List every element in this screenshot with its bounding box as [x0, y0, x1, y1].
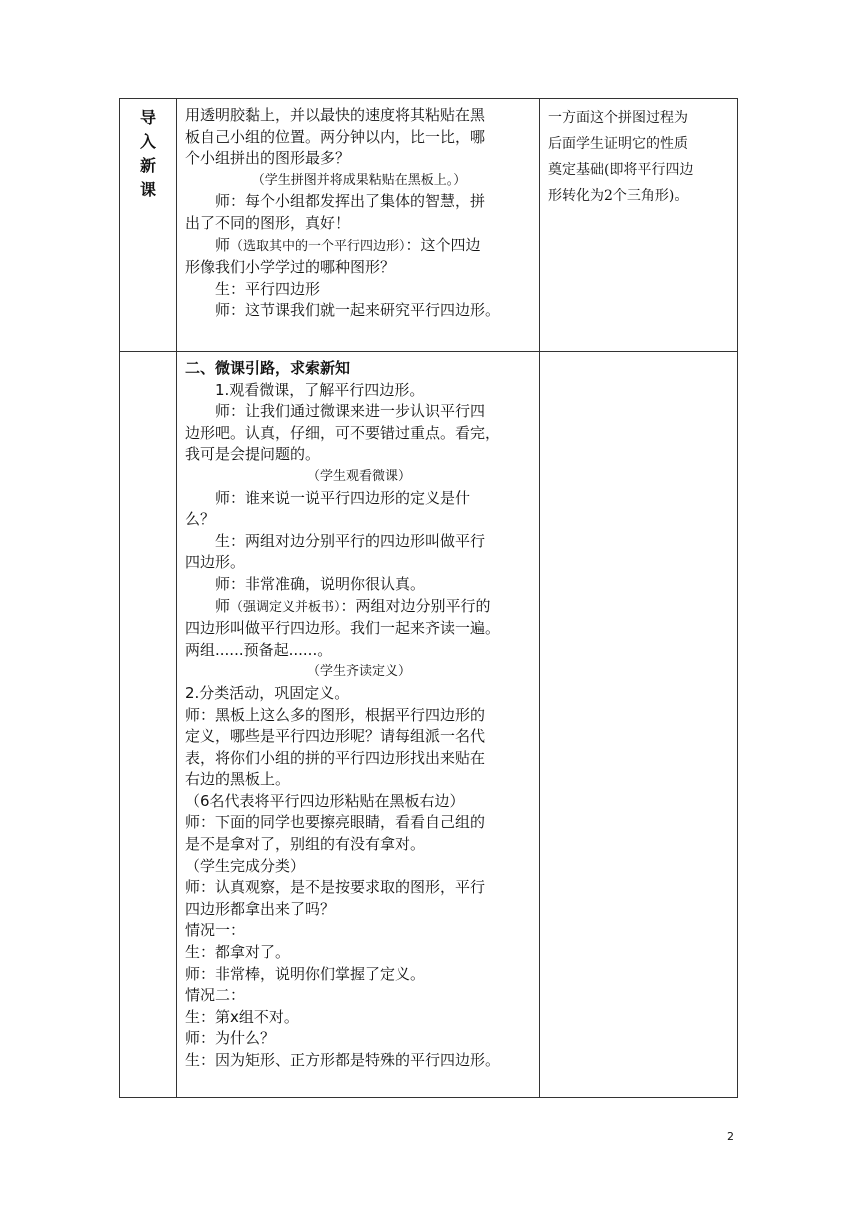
text-line: 四边形都拿出来了吗？	[185, 899, 336, 918]
note-line: 奠定基础(即将平行四边	[548, 162, 694, 178]
note-line: 后面学生证明它的性质	[548, 136, 688, 152]
text-line: 师：非常棒，说明你们掌握了定义。	[185, 964, 426, 983]
label-char: 导	[139, 108, 156, 127]
text-line: 么？	[185, 510, 216, 529]
text-line: 师：下面的同学也要擦亮眼睛，看看自己组的	[185, 813, 486, 832]
content-cell-intro	[177, 99, 540, 352]
speech: ：这个四边	[405, 235, 481, 254]
note-cell-empty	[540, 352, 738, 1098]
text-line: 板自己小组的位置。两分钟以内，比一比，哪	[185, 127, 486, 146]
text-line: 边形吧。认真，仔细，可不要错过重点。看完，	[185, 423, 501, 442]
text-line: 生：都拿对了。	[185, 943, 291, 962]
page-number: 2	[727, 1130, 734, 1143]
text-line-mixed	[185, 596, 533, 619]
text-line: 四边形。	[185, 553, 246, 572]
text-line: 生：两组对边分别平行的四边形叫做平行	[215, 531, 486, 550]
label-cell-empty	[120, 352, 177, 1098]
text-line: 1.观看微课，了解平行四边形。	[215, 380, 425, 399]
stage-note: （选取其中的一个平行四边形）	[230, 238, 406, 254]
text-line: 师：为什么？	[185, 1029, 276, 1048]
lesson-plan-table	[119, 98, 738, 1098]
text-line: 右边的黑板上。	[185, 770, 291, 789]
speaker: 师	[215, 596, 231, 615]
label-cell-intro	[120, 99, 177, 352]
text-line: 我可是会提问题的。	[185, 445, 321, 464]
text-line: 是不是拿对了，别组的有没有拿对。	[185, 835, 426, 854]
text-line: 两组......预备起......。	[185, 640, 333, 659]
row-intro	[120, 99, 738, 352]
text-line: 师：这节课我们就一起来研究平行四边形。	[215, 301, 501, 320]
text-line: 师：黑板上这么多的图形，根据平行四边形的	[185, 705, 486, 724]
text-line: 四边形叫做平行四边形。我们一起来齐读一遍。	[185, 619, 501, 638]
text-line: （学生完成分类）	[185, 856, 306, 875]
section-heading: 二、微课引路，求索新知	[185, 359, 351, 377]
label-char: 入	[139, 132, 156, 151]
text-line: 情况二：	[185, 986, 246, 1005]
label-char: 课	[139, 180, 156, 199]
stage-direction: （学生齐读定义）	[306, 664, 411, 680]
note-line: 形转化为2个三角形)。	[548, 188, 689, 204]
text-line: 定义，哪些是平行四边形呢？请每组派一名代	[185, 727, 486, 746]
text-line-mixed	[185, 235, 533, 258]
text-line: 2.分类活动，巩固定义。	[185, 683, 350, 702]
note-line: 一方面这个拼图过程为	[548, 110, 688, 126]
stage-direction: （学生拼图并将成果粘贴在黑板上。）	[251, 172, 467, 188]
text-line: 师：每个小组都发挥出了集体的智慧，拼	[215, 192, 486, 211]
text-line: 生：因为矩形、正方形都是特殊的平行四边形。	[185, 1051, 501, 1069]
text-line: 生：第x组不对。	[185, 1007, 299, 1026]
text-line: 生：平行四边形	[215, 279, 321, 298]
stage-direction: （学生观看微课）	[306, 468, 411, 484]
label-char: 新	[139, 156, 156, 175]
note-cell-intro	[540, 99, 738, 352]
text-line: 表，将你们小组的拼的平行四边形找出来贴在	[185, 748, 486, 767]
text-line: 师：谁来说一说平行四边形的定义是什	[215, 488, 471, 507]
text-line: 师：认真观察，是不是按要求取的图形，平行	[185, 878, 486, 897]
text-line: （6名代表将平行四边形粘贴在黑板右边）	[185, 791, 465, 810]
text-line: 师：非常准确，说明你很认真。	[215, 574, 426, 593]
text-line: 师：让我们通过微课来进一步认识平行四	[215, 402, 486, 421]
text-line: 形像我们小学学过的哪种图形？	[185, 258, 396, 277]
content-cell-micro-lesson	[177, 352, 540, 1098]
text-line: 出了不同的图形，真好！	[185, 213, 351, 232]
stage-note: （强调定义并板书）	[230, 599, 341, 615]
text-line: 个小组拼出的图形最多？	[185, 149, 351, 168]
speech: ：两组对边分别平行的	[340, 596, 491, 615]
text-line: 用透明胶黏上，并以最快的速度将其粘贴在黑	[185, 106, 486, 124]
row-micro-lesson	[120, 352, 738, 1098]
speaker: 师	[215, 235, 231, 254]
text-line: 情况一：	[185, 921, 246, 940]
